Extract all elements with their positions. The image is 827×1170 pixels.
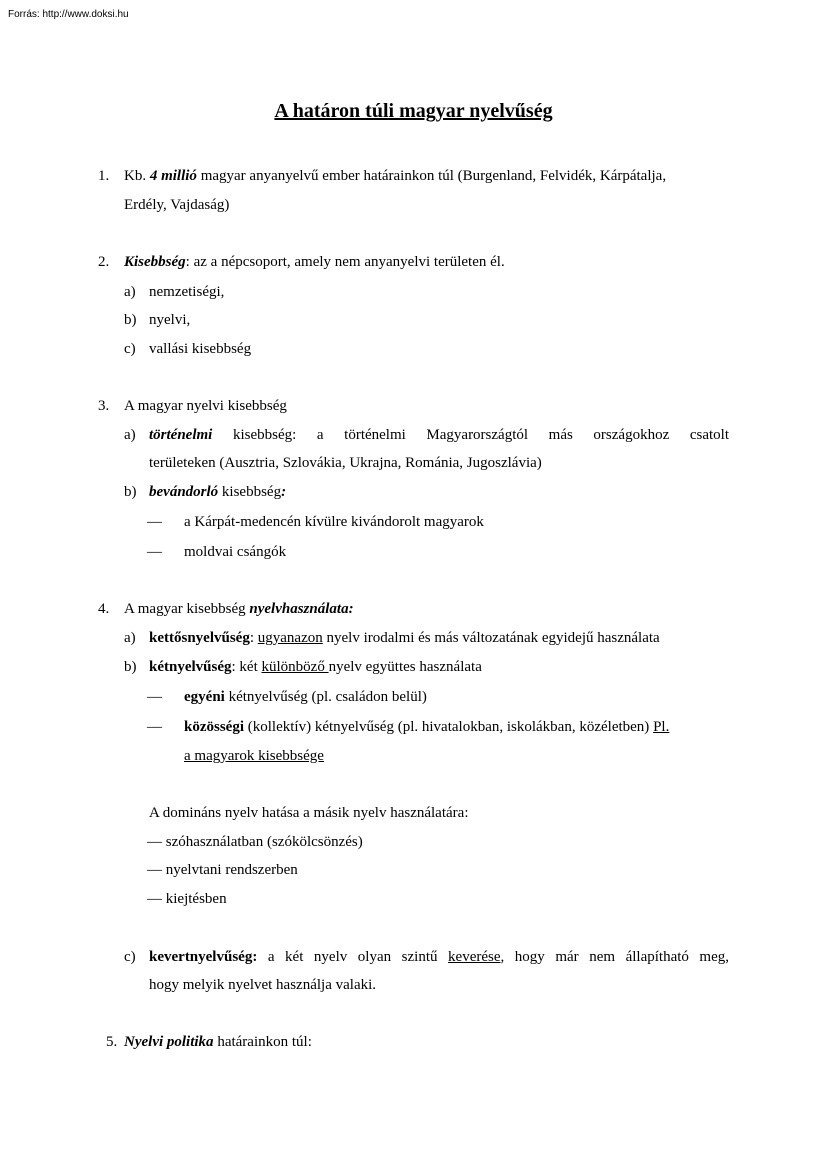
dash-marker: — bbox=[147, 544, 162, 560]
dominant-language-heading: A domináns nyelv hatása a másik nyelv használatára: bbox=[149, 805, 469, 821]
list-marker: b) bbox=[124, 659, 137, 675]
mixed-language-cont: hogy melyik nyelvet használja valaki. bbox=[149, 977, 377, 993]
list-marker: a) bbox=[124, 284, 136, 300]
section-5-heading: Nyelvi politika határainkon túl: bbox=[124, 1034, 312, 1050]
dash-marker: — bbox=[147, 719, 162, 735]
list-item: — kiejtésben bbox=[147, 891, 227, 907]
dash-marker: — bbox=[147, 514, 162, 530]
list-item: nyelvi, bbox=[149, 312, 191, 328]
section-2-definition: Kisebbség: az a népcsoport, amely nem anyanyelvi területen él. bbox=[124, 254, 505, 270]
list-item: közösségi (kollektív) kétnyelvűség (pl. hivatalokban, iskolákban, közéletben) Pl. bbox=[184, 719, 670, 735]
page-title: A határon túli magyar nyelvűség bbox=[274, 100, 553, 122]
list-item: moldvai csángók bbox=[184, 544, 287, 560]
historical-minority-cont: területeken (Ausztria, Szlovákia, Ukrajna, Románia, Jugoszlávia) bbox=[149, 455, 542, 471]
list-item: a Kárpát-medencén kívülre kivándorolt magyarok bbox=[184, 514, 484, 530]
list-item: — szóhasználatban (szókölcsönzés) bbox=[147, 834, 363, 850]
list-marker: b) bbox=[124, 484, 137, 500]
historical-minority-line: történelmi kisebbség: a történelmi Magyarországtól más országokhoz csatolt bbox=[149, 427, 729, 443]
section-5-number: 5. bbox=[106, 1034, 118, 1050]
list-marker: c) bbox=[124, 949, 136, 965]
dash-marker: — bbox=[147, 689, 162, 705]
bilingualism-line: kétnyelvűség: két különböző nyelv együttes használata bbox=[149, 659, 482, 675]
list-marker: b) bbox=[124, 312, 137, 328]
section-1-line-1: Kb. 4 millió magyar anyanyelvű ember határainkon túl (Burgenland, Felvidék, Kárpátalja, bbox=[124, 168, 667, 184]
section-2-number: 2. bbox=[98, 254, 110, 270]
diglossia-line: kettősnyelvűség: ugyanazon nyelv irodalmi és más változatának egyidejű használata bbox=[149, 630, 660, 646]
section-4-heading: A magyar kisebbség nyelvhasználata: bbox=[124, 601, 354, 617]
list-item-cont: a magyarok kisebbsége bbox=[184, 748, 324, 764]
section-3-number: 3. bbox=[98, 398, 110, 414]
list-marker: c) bbox=[124, 341, 136, 357]
source-note: Forrás: http://www.doksi.hu bbox=[8, 9, 129, 20]
list-item: — nyelvtani rendszerben bbox=[147, 862, 298, 878]
section-4-number: 4. bbox=[98, 601, 110, 617]
list-marker: a) bbox=[124, 427, 136, 443]
section-3-heading: A magyar nyelvi kisebbség bbox=[124, 398, 287, 414]
section-1-number: 1. bbox=[98, 168, 110, 184]
list-marker: a) bbox=[124, 630, 136, 646]
list-item: nemzetiségi, bbox=[149, 284, 225, 300]
list-item: egyéni kétnyelvűség (pl. családon belül) bbox=[184, 689, 427, 705]
list-item: vallási kisebbség bbox=[149, 341, 252, 357]
immigrant-minority-line: bevándorló kisebbség: bbox=[149, 484, 287, 500]
section-1-line-2: Erdély, Vajdaság) bbox=[124, 197, 230, 213]
mixed-language-line: kevertnyelvűség: a két nyelv olyan szintű keverése, hogy már nem állapítható meg, bbox=[149, 949, 730, 965]
